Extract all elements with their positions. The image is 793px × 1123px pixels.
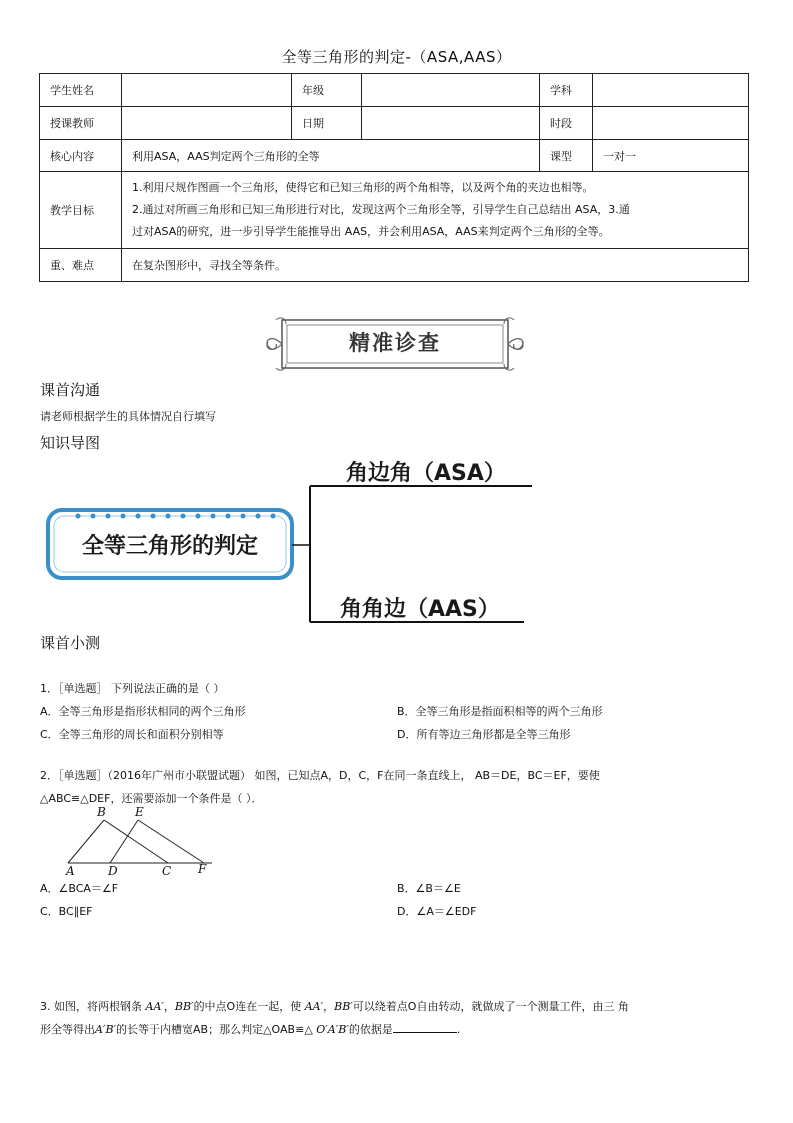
option-d[interactable]: D．所有等边三角形都是全等三角形 [397,728,571,741]
answer-blank[interactable] [393,1023,457,1033]
lesson-info-table [39,73,749,282]
section-title: 课首沟通 [40,381,101,399]
option-c[interactable]: C．BC∥EF [40,905,93,918]
subject-cell[interactable] [593,74,749,107]
question-stem [40,998,750,1014]
point-label: E [135,805,144,819]
mindmap-root: 全等三角形的判定 [81,534,258,559]
q3-var: BB′ [334,1000,353,1013]
option-a[interactable]: A．全等三角形是指形状相同的两个三角形 [40,705,246,718]
option-d[interactable]: D．∠A＝∠EDF [397,905,477,918]
point-label: F [198,862,207,876]
question-stem: 1．［单选题］ 下列说法正确的是（ ） [40,682,225,695]
teaching-goal-label: 教学目标 [40,172,122,249]
section-banner [262,314,528,374]
section-text: 请老师根据学生的具体情况自行填写 [40,410,216,423]
option-b[interactable]: B．全等三角形是指面积相等的两个三角形 [397,705,603,718]
q3-var: A′B′ [95,1023,117,1036]
triangle-figure [62,805,222,877]
goal-line: 过对ASA的研究，进一步引导学生能推导出 AAS，并会利用ASA，AAS来判定两个三角形的全等。 [132,225,610,238]
date-cell[interactable] [362,107,540,140]
point-label: C [162,864,172,878]
table-row [40,172,749,249]
teaching-goal-cell [122,172,749,249]
teacher-label: 授课教师 [40,107,122,140]
mindmap-branch-asa: 角边角（ASA） [346,461,506,486]
student-name-label: 学生姓名 [40,74,122,107]
question-stem: 2．［单选题］（2016年广州市小联盟试题） 如图，已知点A，D，C，F在同一条直线上， AB＝DE，BC＝EF，要使 [40,769,600,782]
date-label: 日期 [292,107,362,140]
lesson-type-cell: 一对一 [593,140,749,172]
option-c[interactable]: C．全等三角形的周长和面积分别相等 [40,728,224,741]
key-points-label: 重、难点 [40,249,122,282]
q3-text: 的长等于内槽宽AB；那么判定△OAB≌△ [116,1023,317,1036]
knowledge-map [40,450,540,630]
table-row [40,249,749,282]
core-content-label: 核心内容 [40,140,122,172]
q3-text: 的中点O连在一起，使 [193,1000,305,1013]
mindmap-branch-aas: 角角边（AAS） [340,597,500,622]
table-row [40,74,749,107]
time-slot-label: 时段 [540,107,593,140]
q3-var: AA′ [304,1000,324,1013]
question-stem [40,1021,460,1037]
q3-text: 形全等得出 [40,1023,95,1036]
q3-text: 3. 如图，将两根钢条 [40,1000,146,1013]
student-name-cell[interactable] [122,74,292,107]
goal-line: 2.通过对所画三角形和已知三角形进行对比，发现这两个三角形全等，引导学生自己总结出 ASA，3.通 [132,203,630,216]
table-row [40,107,749,140]
q3-text: 的依据是 [348,1023,393,1036]
banner-text: 精准诊查 [349,330,441,355]
q3-var: AA′ [145,1000,164,1013]
q3-text: ， [323,1000,335,1013]
option-b[interactable]: B．∠B＝∠E [397,882,461,895]
section-title: 知识导图 [40,434,101,452]
time-slot-cell[interactable] [593,107,749,140]
section-title: 课首小测 [40,634,101,652]
option-a[interactable]: A．∠BCA＝∠F [40,882,119,895]
core-content-cell: 利用ASA，AAS判定两个三角形的全等 [122,140,540,172]
table-row [40,140,749,172]
page-title: 全等三角形的判定-（ASA,AAS） [281,48,512,66]
point-label: D [108,864,118,878]
goal-line: 1.利用尺规作图画一个三角形，使得它和已知三角形的两个角相等，以及两个角的夹边也相等。 [132,181,594,194]
grade-cell[interactable] [362,74,540,107]
subject-label: 学科 [540,74,593,107]
point-label: B [97,805,106,819]
q3-var: BB′ [174,1000,194,1013]
lesson-type-label: 课型 [540,140,593,172]
point-label: A [66,864,75,878]
q3-var: O′A′B′ [316,1023,349,1036]
q3-text: ， [163,1000,175,1013]
q3-text: 可以绕着点O自由转动，就做成了一个测量工件，由三 角 [352,1000,629,1013]
q3-text: . [456,1023,461,1036]
key-points-cell: 在复杂图形中，寻找全等条件。 [122,249,749,282]
grade-label: 年级 [292,74,362,107]
teacher-cell[interactable] [122,107,292,140]
question-stem: △ABC≌△DEF，还需要添加一个条件是（ ）． [40,792,263,805]
